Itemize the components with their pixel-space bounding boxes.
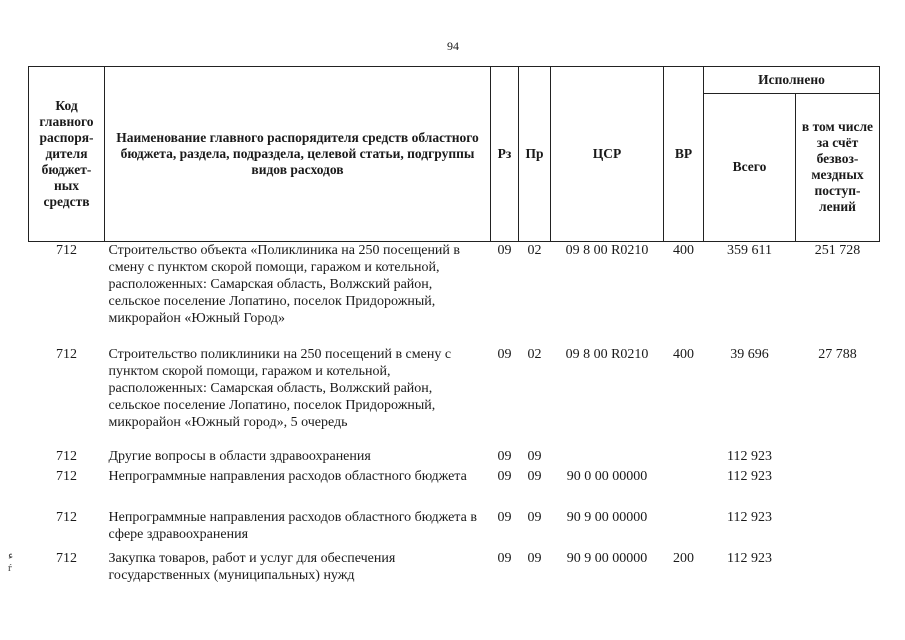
header-total: Всего (704, 93, 796, 241)
row-pr: 09 (527, 468, 542, 484)
row-csr: 90 0 00 00000 (566, 468, 648, 484)
header-rz: Рз (491, 67, 519, 242)
row-incl (796, 448, 880, 468)
header-code: Код главного распоря-дителя бюджет-ных средств (29, 67, 105, 242)
row-incl (796, 468, 880, 509)
page-number: 94 (447, 39, 459, 53)
row-vr: 400 (673, 243, 694, 258)
row-vr (664, 509, 704, 550)
table-row (29, 448, 880, 468)
header-name: Наименование главного распорядителя средств областного бюджета, раздела, подраздела, целевой статьи, подгруппы видов расходов (105, 67, 491, 242)
header-vr: ВР (664, 67, 704, 242)
row-vr (664, 468, 704, 509)
row-vr (664, 448, 704, 468)
row-pr: 09 (527, 550, 542, 566)
row-code: 712 (56, 509, 77, 525)
header-pr: Пр (519, 67, 551, 242)
row-code: 712 (56, 346, 77, 362)
header-incl: в том числе за счёт безвоз-мездных поступ-лений (796, 93, 880, 241)
row-name: Строительство объекта «Поликлиника на 250 посещений в смену с пунктом скорой помощи, гаражом и котельной, расположенных: Самарская область, Волжский район, сельское поселение Лопатино, поселок Придорожный, микрорайон «Южный Город» (108, 243, 461, 326)
row-code: 712 (56, 468, 77, 484)
row-total: 112 923 (727, 468, 772, 484)
row-csr: 90 9 00 00000 (566, 550, 648, 566)
row-rz: 09 (497, 243, 512, 258)
table-row (29, 468, 880, 509)
row-code: 712 (56, 550, 77, 566)
row-csr (551, 448, 664, 468)
row-rz: 09 (497, 468, 512, 484)
row-incl (796, 550, 880, 590)
row-name: Другие вопросы в области здравоохранения (108, 448, 371, 464)
row-total: 359 611 (727, 243, 772, 258)
row-name: Строительство поликлиники на 250 посещений в смену с пунктом скорой помощи, гаражом и котельной, расположенных: Самарская область, Волжский район, сельское поселение Лопатино, поселок Придорожный, микрорайон «Южный город», 5 очередь (108, 346, 452, 430)
row-pr: 09 (527, 448, 542, 464)
budget-table (28, 66, 880, 590)
row-pr: 02 (527, 346, 542, 362)
row-rz: 09 (497, 550, 512, 566)
row-csr: 09 8 00 R0210 (565, 346, 649, 362)
row-name: Закупка товаров, работ и услуг для обеспечения государственных (муниципальных) нужд (108, 550, 396, 583)
header-csr: ЦСР (551, 67, 664, 242)
row-rz: 09 (497, 448, 512, 464)
row-code: 712 (56, 243, 77, 258)
row-rz: 09 (497, 509, 512, 525)
row-name: Непрограммные направления расходов областного бюджета (108, 468, 467, 484)
row-vr: 200 (673, 550, 694, 566)
row-name: Непрограммные направления расходов областного бюджета в сфере здравоохранения (108, 509, 477, 542)
row-total: 112 923 (727, 550, 772, 566)
row-pr: 02 (527, 243, 542, 258)
row-total: 39 696 (730, 346, 769, 362)
margin-scribble: ء ŕ (8, 550, 14, 574)
row-incl: 27 788 (818, 346, 857, 362)
row-vr: 400 (673, 346, 694, 362)
row-csr: 09 8 00 R0210 (565, 243, 649, 258)
header-executed: Исполнено (704, 67, 880, 94)
row-rz: 09 (497, 346, 512, 362)
row-total: 112 923 (727, 448, 772, 464)
table-row (29, 242, 880, 346)
table-row (29, 509, 880, 550)
row-code: 712 (56, 448, 77, 464)
table-row (29, 550, 880, 590)
row-total: 112 923 (727, 509, 772, 525)
table-row (29, 346, 880, 448)
row-incl: 251 728 (814, 243, 861, 258)
row-incl (796, 509, 880, 550)
row-csr: 90 9 00 00000 (566, 509, 648, 525)
row-pr: 09 (527, 509, 542, 525)
